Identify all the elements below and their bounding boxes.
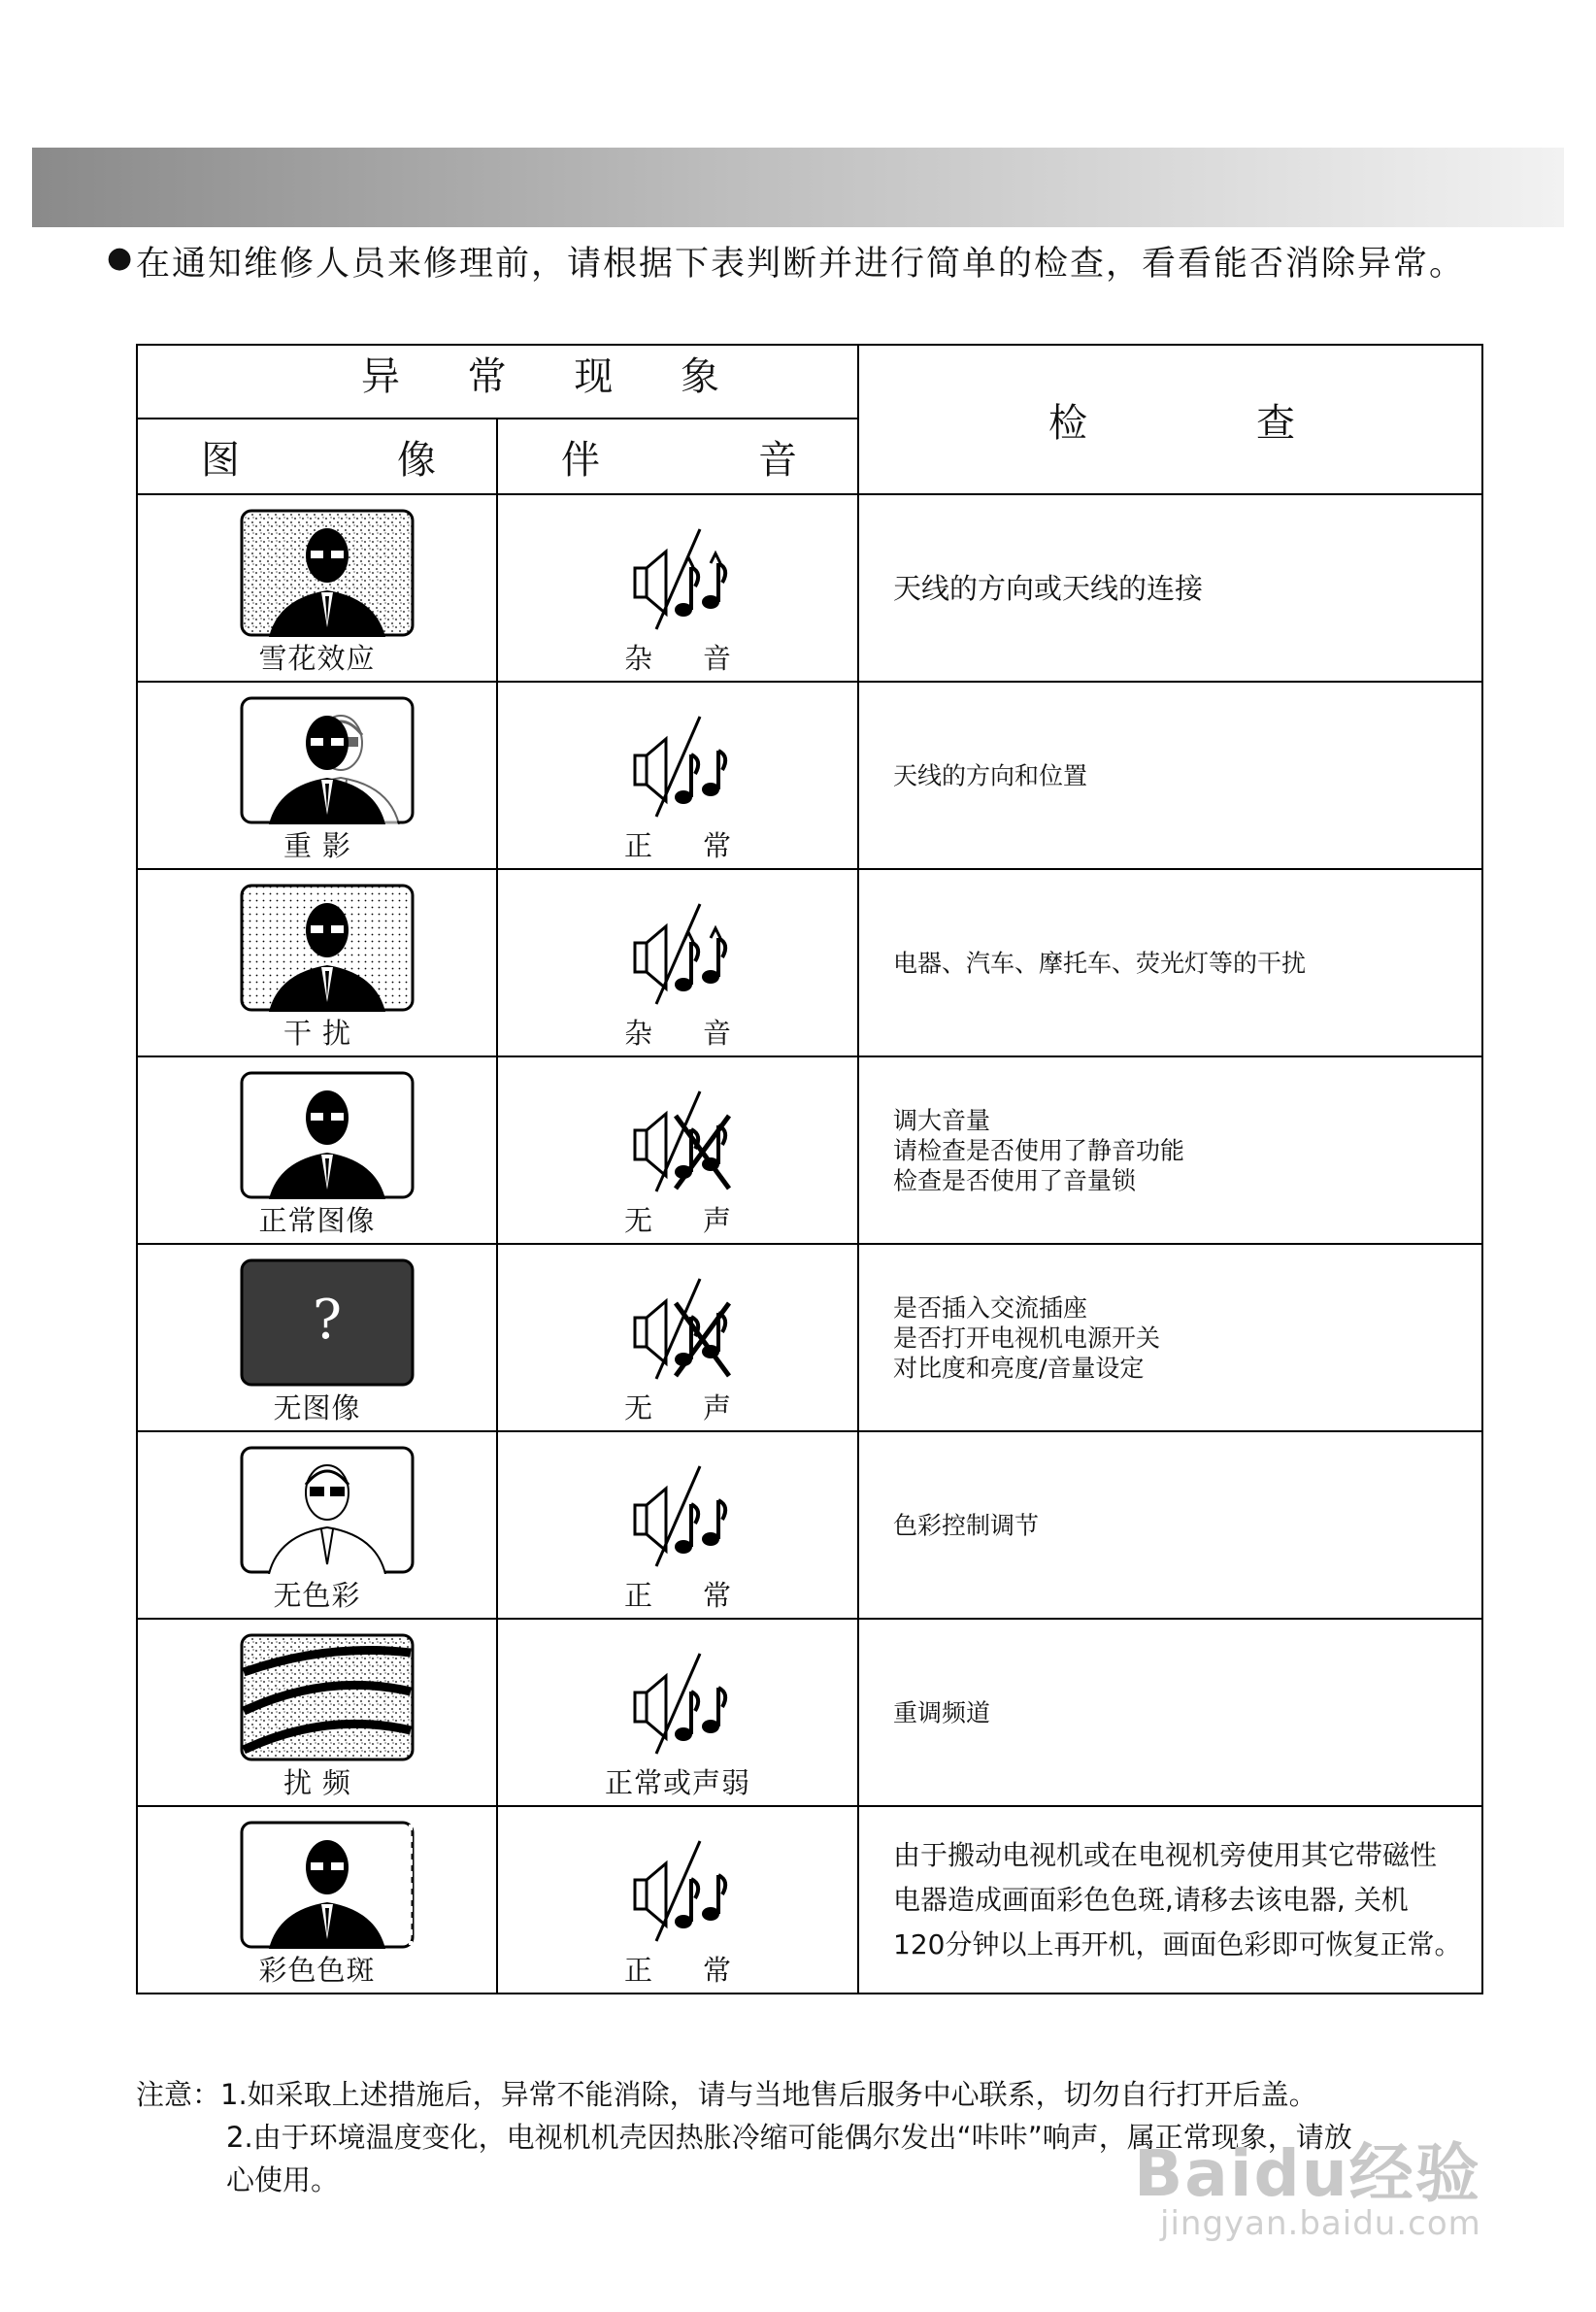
table-row: ? 无图像 无 声 是否插入交流插座 是否打开电视机电源开关 对比度和亮度/音量设定 xyxy=(137,1244,1482,1431)
check-text: 调大音量 请检查是否使用了静音功能 检查是否使用了音量锁 xyxy=(893,1106,1185,1194)
tv-scramble-image xyxy=(240,1633,415,1761)
header-check: 检 查 xyxy=(858,345,1482,494)
check-text: 是否插入交流插座 是否打开电视机电源开关 对比度和亮度/音量设定 xyxy=(893,1293,1161,1382)
header-image: 图 像 xyxy=(137,419,497,494)
speaker-mute-icon xyxy=(627,1087,744,1203)
check-text: 色彩控制调节 xyxy=(893,1511,1040,1539)
header-sound: 伴 音 xyxy=(497,419,858,494)
header-banner xyxy=(32,148,1564,227)
table-row: 重 影 正 常 天线的方向和位置 xyxy=(137,682,1482,869)
table-row: 扰 频 正常或声弱 重调频道 xyxy=(137,1619,1482,1806)
header-abnormal: 异 常 现 象 xyxy=(137,345,858,419)
speaker-noise-icon xyxy=(627,899,744,1016)
check-text: 由于搬动电视机或在电视机旁使用其它带磁性 电器造成画面彩色色斑,请移去该电器, 关机 120分钟以上再开机，画面色彩即可恢复正常。 xyxy=(893,1838,1462,1960)
speaker-noise-icon xyxy=(627,524,744,641)
table-row: 正常图像 无 声 调大音量 请检查是否使用了静音功能 检查是否使用了音量锁 xyxy=(137,1056,1482,1244)
check-text: 重调频道 xyxy=(893,1698,991,1726)
notes: 注意：1.如采取上述措施后，异常不能消除，请与当地售后服务中心联系，切勿自行打开后盖。 2.由于环境温度变化，电视机机壳因热胀冷缩可能偶尔发出“咔咔”响声，属正常现象，请放 心使用。 xyxy=(136,2078,1352,2196)
speaker-normal-icon xyxy=(627,1649,744,1765)
table-row: 彩色色斑 正 常 由于搬动电视机或在电视机旁使用其它带磁性 电器造成画面彩色色斑,请移去该电器, 关机 120分钟以上再开机，画面色彩即可恢复正常。 xyxy=(137,1806,1482,1994)
tv-no-image xyxy=(240,1258,415,1387)
baidu-watermark-url: jingyan.baidu.com xyxy=(1160,2204,1481,2243)
tv-no-color-image xyxy=(240,1446,415,1574)
check-text: 电器、汽车、摩托车、荧光灯等的干扰 xyxy=(893,949,1307,977)
troubleshooting-table xyxy=(136,344,1483,1994)
tv-color-spot-image xyxy=(240,1821,415,1949)
baidu-watermark-logo: Baidu经验 xyxy=(1134,2136,1481,2211)
table-row: 干 扰 杂 音 电器、汽车、摩托车、荧光灯等的干扰 xyxy=(137,869,1482,1056)
tv-interference-image xyxy=(240,884,415,1012)
speaker-normal-icon xyxy=(627,1461,744,1578)
tv-ghost-image xyxy=(240,696,415,824)
tv-normal-image xyxy=(240,1071,415,1199)
tv-snow-image xyxy=(240,509,415,637)
speaker-normal-icon xyxy=(627,1836,744,1953)
table-row: 无色彩 正 常 色彩控制调节 xyxy=(137,1431,1482,1619)
question-mark-symbol: ? xyxy=(312,1289,343,1352)
table-row: 雪花效应 杂 音 天线的方向或天线的连接 xyxy=(137,494,1482,682)
check-text: 天线的方向和位置 xyxy=(893,761,1088,789)
intro-text: ● 在通知维修人员来修理前，请根据下表判断并进行简单的检查，看看能否消除异常。 xyxy=(107,241,1466,284)
speaker-normal-icon xyxy=(627,712,744,828)
bullet-icon: ● xyxy=(107,241,135,275)
check-text: 天线的方向或天线的连接 xyxy=(893,571,1204,605)
speaker-mute-icon xyxy=(627,1274,744,1391)
